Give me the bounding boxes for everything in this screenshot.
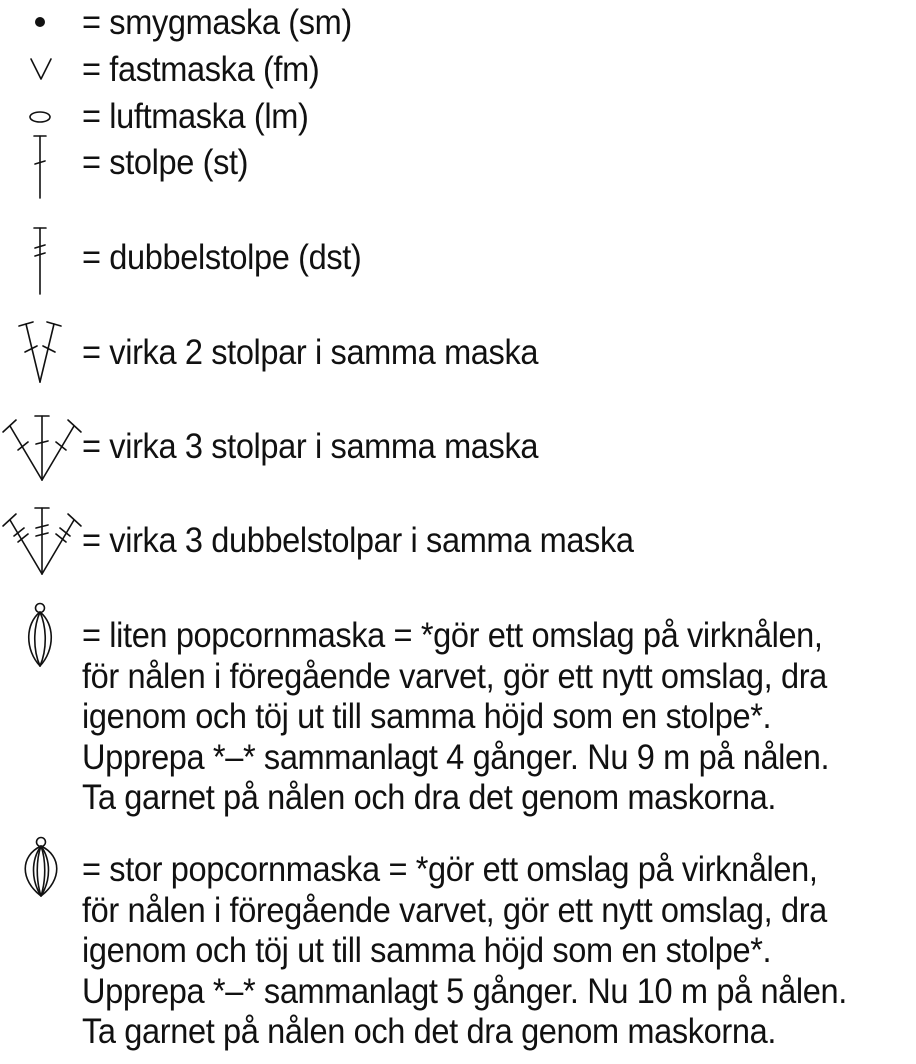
legend-text: = fastmaska (fm) (82, 50, 320, 89)
legend-text: = dubbelstolpe (dst) (82, 238, 362, 277)
treble-crochet-icon (24, 224, 56, 298)
description-line: för nålen i föregående varvet, gör ett nytt omslag, dra (82, 890, 827, 930)
legend-text: = virka 3 dubbelstolpar i samma maska (82, 521, 634, 560)
description-line: Upprepa *–* sammanlagt 4 gånger. Nu 9 m på nålen. (82, 737, 830, 777)
legend-text: = smygmaska (sm) (82, 3, 352, 42)
description-line: igenom och töj ut till samma höjd som en stolpe*. (82, 697, 772, 736)
description-line: för nålen i föregående varvet, gör ett nytt omslag, dra (82, 656, 827, 696)
description-line: Upprepa *–* sammanlagt 5 gånger. Nu 10 m på nålen. (82, 971, 847, 1011)
legend-text: = virka 2 stolpar i samma maska (82, 333, 539, 372)
legend-text: = luftmaska (lm) (82, 97, 309, 136)
description-line: Ta garnet på nålen och dra det genom maskorna. (82, 778, 777, 817)
chain-oval-icon (24, 105, 56, 129)
description-line: = liten popcornmaska = *gör ett omslag på virknålen, (82, 616, 823, 655)
legend-text: = stolpe (st) (82, 143, 249, 182)
small-popcorn-icon (20, 600, 60, 672)
description-line: igenom och töj ut till samma höjd som en stolpe*. (82, 931, 772, 970)
double-crochet-icon (24, 132, 56, 204)
legend-text: = virka 3 stolpar i samma maska (82, 427, 539, 466)
description-line: Ta garnet på nålen och det dra genom maskorna. (82, 1012, 777, 1051)
two-dc-same-stitch-icon (8, 314, 72, 386)
three-dc-same-stitch-icon (0, 408, 84, 484)
large-popcorn-description (82, 850, 847, 1053)
small-popcorn-description (82, 616, 829, 819)
single-crochet-v-icon (28, 55, 54, 83)
description-line: = stor popcornmaska = *gör ett omslag på virknålen, (82, 850, 818, 889)
large-popcorn-icon (16, 834, 66, 902)
three-tr-same-stitch-icon (0, 502, 84, 578)
slip-stitch-dot-icon (28, 10, 52, 34)
